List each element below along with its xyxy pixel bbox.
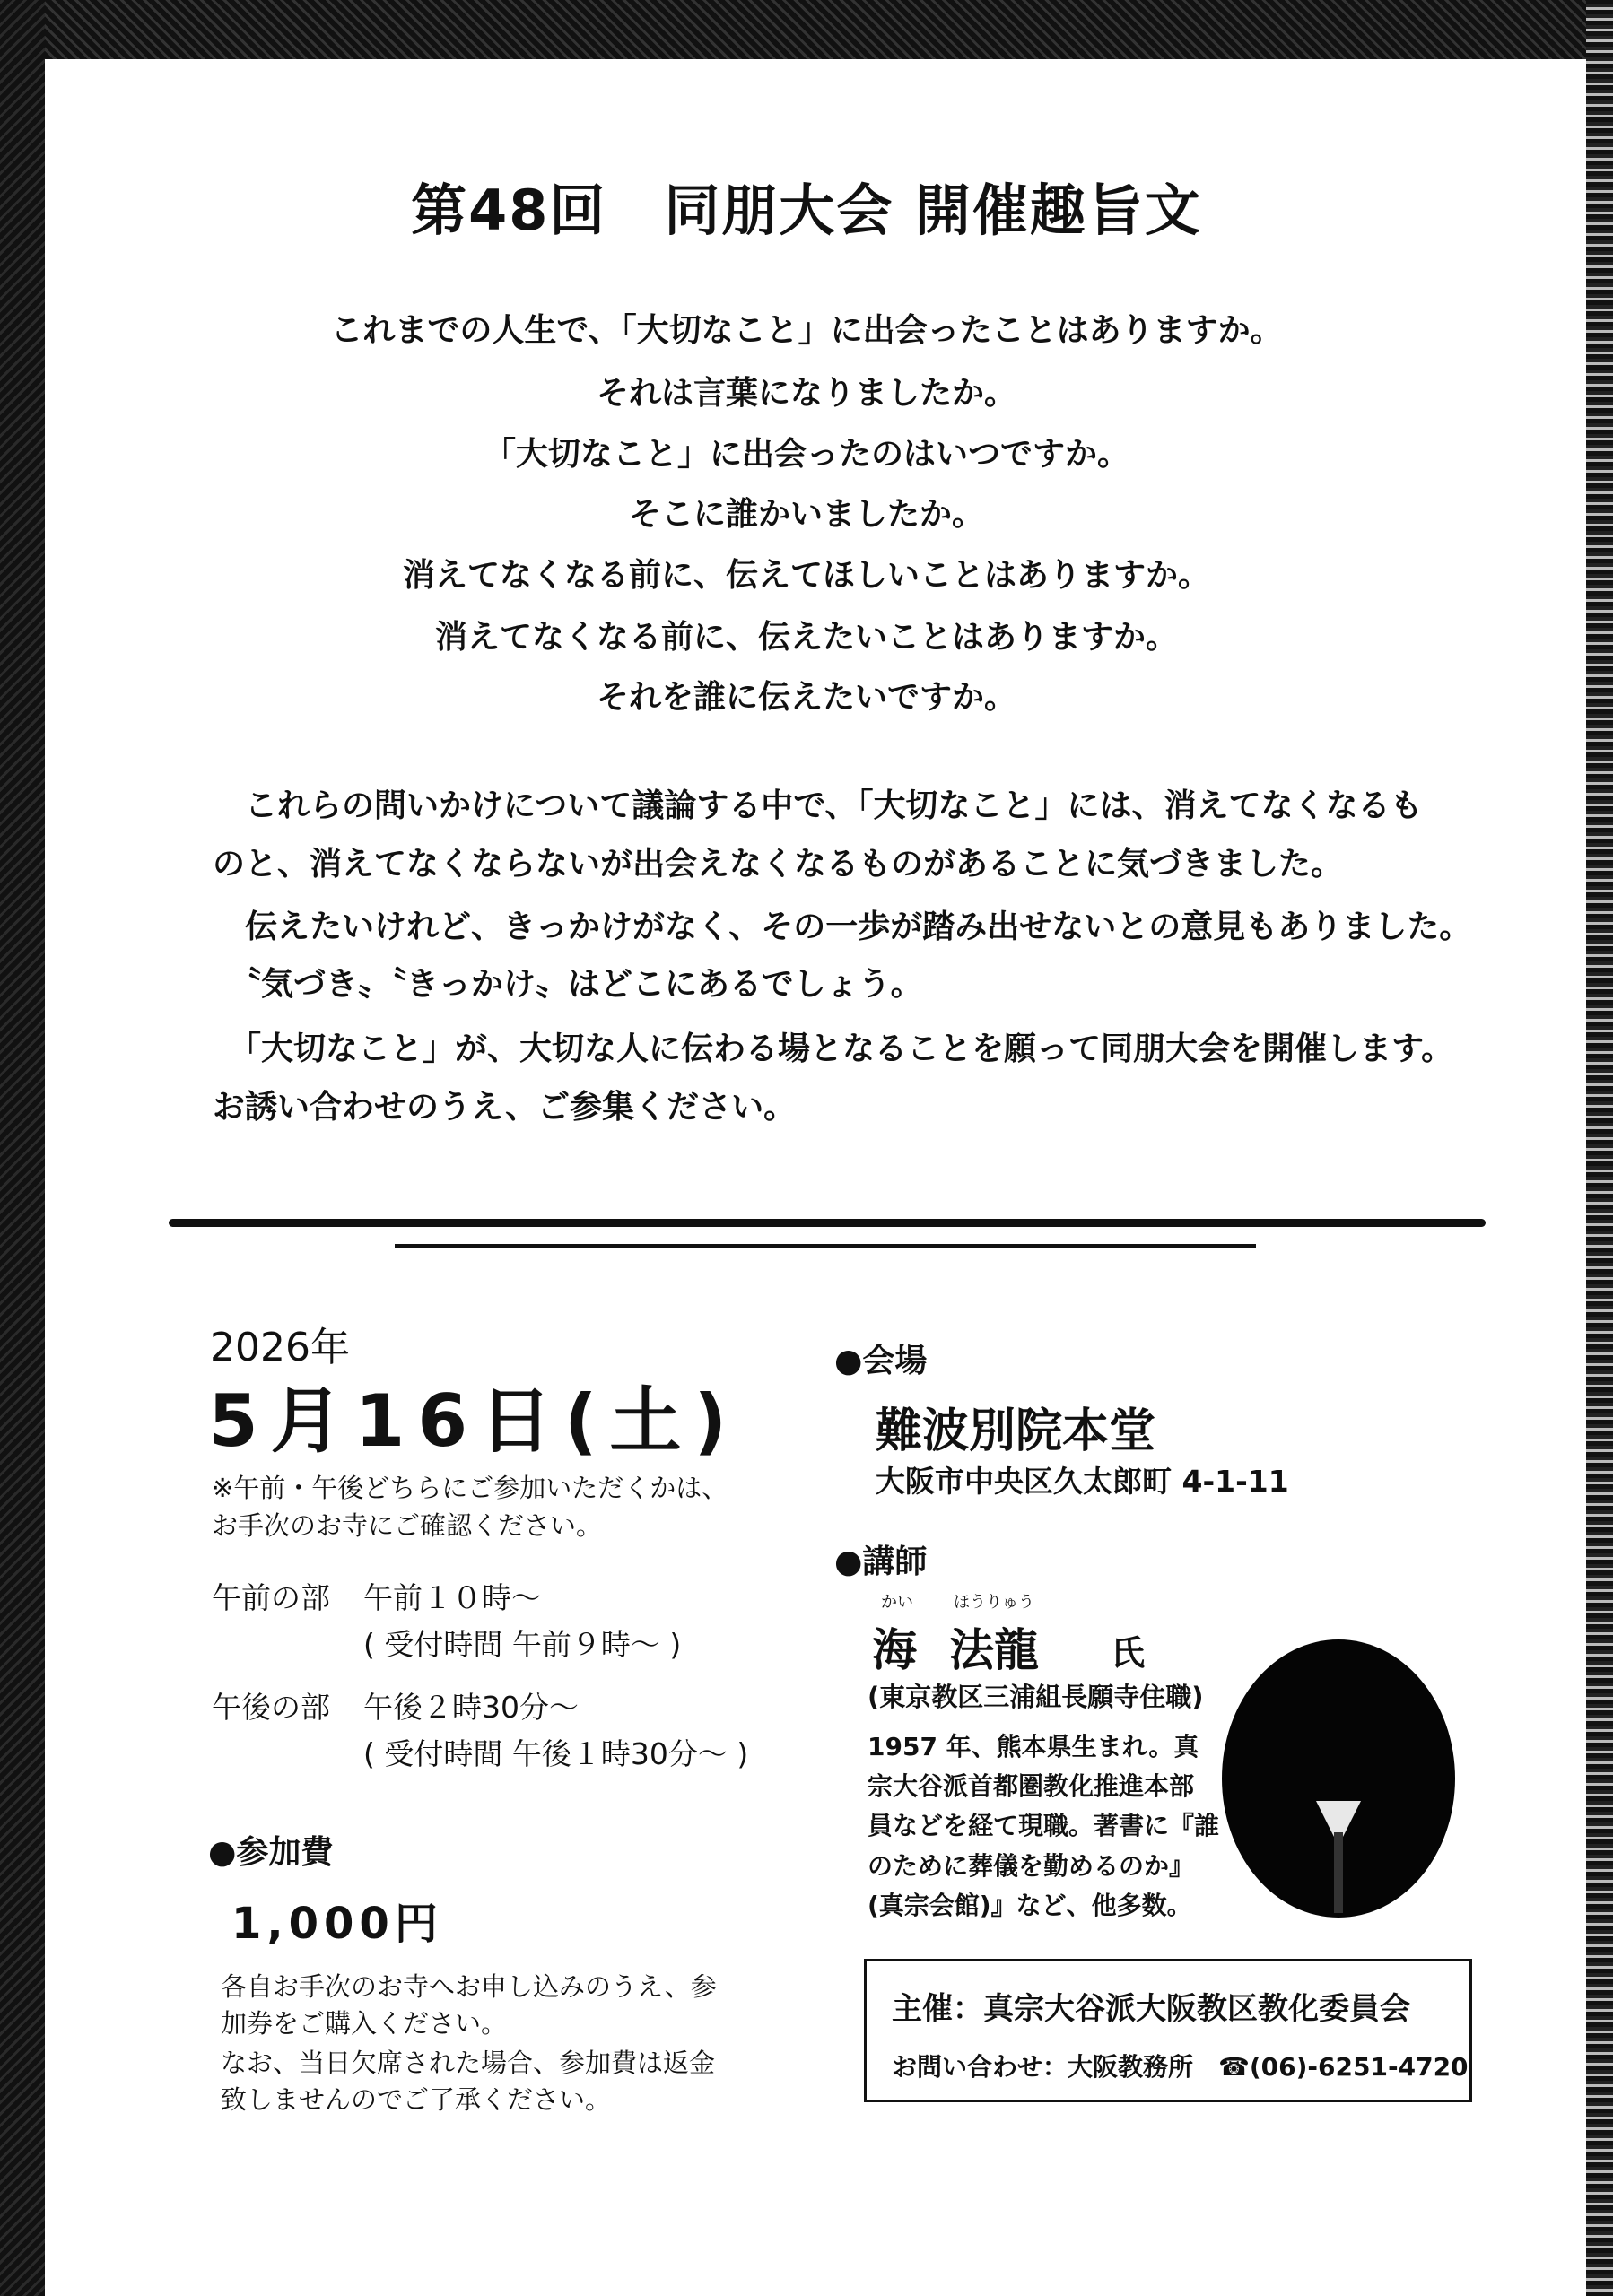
morning-time: 午前１０時～ [363, 1580, 541, 1615]
lecturer-photo [1222, 1639, 1455, 1918]
organizer-host: 主催：真宗大谷派大阪教区教化委員会 [892, 1991, 1410, 2027]
bullet-icon: ● [834, 1544, 863, 1580]
morning-label: 午前の部 [212, 1580, 330, 1615]
lecturer-bio-line: 1957 年、熊本県生まれ。真 [868, 1732, 1199, 1761]
lecturer-heading: ●講師 [834, 1544, 928, 1580]
lecturer-bio-line: 宗大谷派首都圏教化推進本部 [868, 1771, 1195, 1801]
afternoon-reception: ( 受付時間 午後１時30分～ ) [363, 1736, 749, 1771]
venue-name: 難波別院本堂 [876, 1405, 1156, 1458]
poem-line: それを誰に伝えたいですか。 [596, 679, 1016, 716]
session-note: お手次のお寺にご確認ください。 [212, 1510, 603, 1541]
lecturer-ruby-family: かい [881, 1593, 913, 1612]
poem-line: これまでの人生で、「大切なこと」に出会ったことはありますか。 [330, 312, 1283, 349]
paragraph-line: お誘い合わせのうえ、ご参集ください。 [213, 1089, 797, 1126]
session-note: ※午前・午後どちらにご参加いただくかは、 [212, 1473, 728, 1503]
event-date: 5月16日(土) [208, 1379, 740, 1463]
bullet-icon: ● [834, 1343, 863, 1379]
fee-note: 加券をご購入ください。 [221, 2008, 508, 2039]
photo-tie [1334, 1832, 1343, 1913]
poem-line: そこに誰かいましたか。 [628, 496, 984, 533]
venue-heading: ●会場 [834, 1343, 928, 1379]
event-year: 2026年 [210, 1325, 350, 1370]
lecturer-ruby-given: ほうりゅう [954, 1593, 1034, 1612]
venue-address: 大阪市中央区久太郎町 4-1-11 [876, 1464, 1289, 1499]
fee-amount: 1,000円 [231, 1899, 443, 1949]
divider-thick [169, 1219, 1486, 1227]
bullet-icon: ● [208, 1834, 237, 1871]
paragraph-line: 伝えたいけれど、きっかけがなく、その一歩が踏み出せないとの意見もありました。 [213, 909, 1472, 945]
lecturer-family-name: 海 [872, 1624, 917, 1676]
poem-line: 消えてなくなる前に、伝えたいことはありますか。 [434, 619, 1178, 656]
organizer-contact: お問い合わせ：大阪教務所 ☎(06)-6251-4720 [892, 2052, 1469, 2082]
fee-note: なお、当日欠席された場合、参加費は返金 [221, 2048, 716, 2078]
lecturer-honorific: 氏 [1111, 1633, 1146, 1673]
fee-note: 致しませんのでご了承ください。 [221, 2084, 612, 2115]
lecturer-bio-line: (真宗会館)』など、他多数。 [868, 1891, 1192, 1920]
lecturer-bio-line: のために葬儀を勤めるのか』 [868, 1851, 1195, 1881]
paragraph-line: 〝気づき〟〝きっかけ〟はどこにあるでしょう。 [213, 966, 923, 1003]
lecturer-affiliation: (東京教区三浦組長願寺住職) [868, 1682, 1204, 1712]
afternoon-time: 午後２時30分～ [363, 1690, 579, 1725]
decorative-border-top [0, 0, 1613, 59]
divider-thin [395, 1244, 1256, 1248]
fee-note: 各自お手次のお寺へお申し込みのうえ、参 [221, 1971, 717, 2002]
paragraph-line: のと、消えてなくならないが出会えなくなるものがあることに気づきました。 [213, 846, 1344, 883]
page-title: 第48回 同朋大会 開催趣旨文 [411, 178, 1202, 243]
paragraph-line: 「大切なこと」が、大切な人に伝わる場となることを願って同朋大会を開催します。 [213, 1031, 1454, 1067]
lecturer-given-name: 法龍 [949, 1624, 1039, 1676]
poem-line: 「大切なこと」に出会ったのはいつですか。 [483, 436, 1129, 473]
afternoon-label: 午後の部 [212, 1690, 330, 1725]
poem-line: それは言葉になりましたか。 [596, 375, 1016, 412]
lecturer-bio-line: 員などを経て現職。著書に『誰 [868, 1811, 1220, 1840]
fee-heading: ●参加費 [208, 1834, 334, 1871]
poem-line: 消えてなくなる前に、伝えてほしいことはありますか。 [402, 557, 1210, 594]
morning-reception: ( 受付時間 午前９時～ ) [363, 1627, 682, 1662]
paragraph-line: これらの問いかけについて議論する中で、「大切なこと」には、消えてなくなるも [213, 787, 1423, 824]
